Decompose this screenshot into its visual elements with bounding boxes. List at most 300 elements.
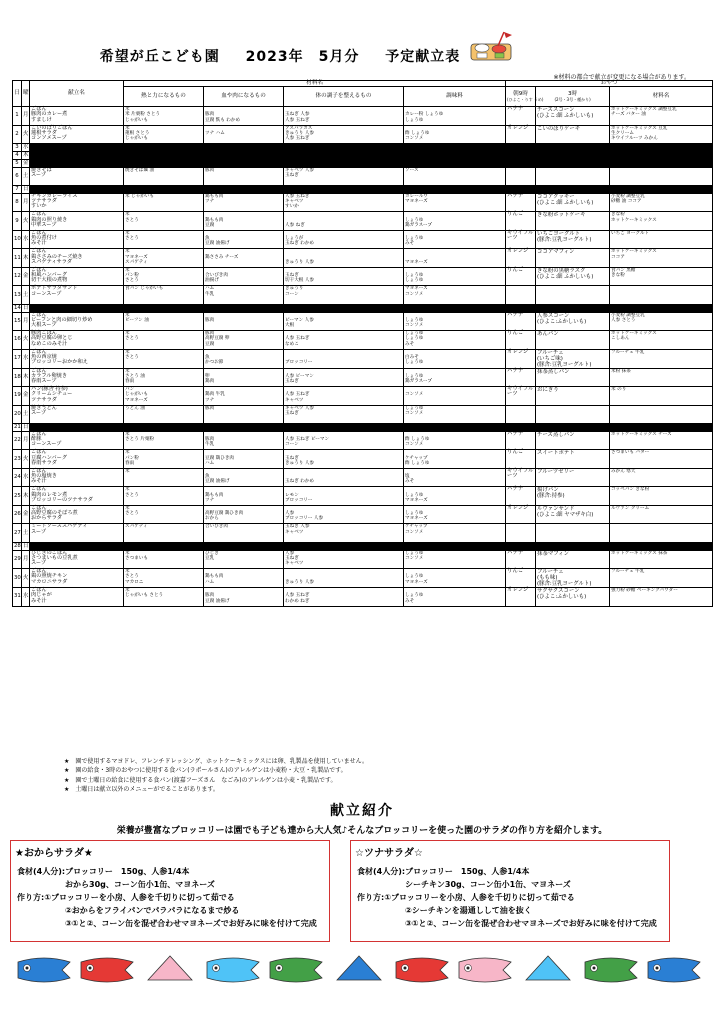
protein-ingredients: 魚 豆腐 油揚げ	[204, 468, 284, 487]
energy-ingredients: 食パン じゃがいも	[124, 286, 204, 305]
protein-ingredients: 豚肉 豆腐 麩も わかめ	[204, 107, 284, 126]
menu-row	[13, 569, 713, 588]
afternoon-snack: フルーツゼリー	[536, 468, 610, 487]
col-body: 体の調子を整えるもの	[284, 87, 404, 107]
snack-ingredients: ホットケーキミックス ココア	[610, 249, 713, 268]
day-number: 27	[13, 524, 22, 543]
change-note: ※材料の都合で献立が変更になる場合があります。	[553, 74, 690, 81]
morning-snack: りんご	[506, 331, 536, 350]
snack-ingredients: 食パン 黒糖 きな粉	[610, 267, 713, 286]
col-dow: 曜	[22, 81, 30, 107]
recipe-okara	[10, 840, 330, 942]
afternoon-snack: フルーチェ (いちご味) (豚舎:豆乳ヨーグルト)	[536, 349, 610, 368]
morning-snack: キウイフルーツ	[506, 387, 536, 406]
morning-snack: オレンジ	[506, 249, 536, 268]
weekday: 月	[22, 550, 30, 569]
vegetable-ingredients: ピーマン 人参 大根	[284, 312, 404, 331]
energy-ingredients: 米 蓮根 さとう じゃがいも	[124, 125, 204, 144]
weekday: 月	[22, 312, 30, 331]
dish-names: 焼きそば スープ	[30, 167, 124, 186]
menu-row	[13, 212, 713, 231]
menu-row	[13, 152, 713, 160]
energy-ingredients: 米 じゃがいも	[124, 193, 204, 212]
morning-snack: りんご	[506, 450, 536, 469]
menu-row	[13, 505, 713, 524]
morning-snack	[506, 167, 536, 186]
energy-ingredients: 米 さとう	[124, 331, 204, 350]
koinobori-icon	[585, 958, 637, 982]
weekday: 土	[22, 167, 30, 186]
snack-ingredients: みかん 寒天	[610, 468, 713, 487]
day-number: 2	[13, 125, 22, 144]
morning-snack: バナナ	[506, 550, 536, 569]
recipe-step: ③①と②、コーン缶を混ぜ合わせマヨネーズでお好みに味を付けて完成	[405, 919, 657, 928]
year-month: 2023年 5月分	[245, 49, 360, 65]
protein-ingredients: 卵 鶏肉	[204, 368, 284, 387]
seasonings: ケチャップ 酢 しょうゆ	[404, 450, 506, 469]
col-day: 日	[13, 81, 22, 107]
snack-ingredients: ホットケーキミックス 抹茶	[610, 550, 713, 569]
protein-ingredients: ハム 牛乳	[204, 286, 284, 305]
koinobori-icon	[648, 958, 700, 982]
morning-snack: キウイフルーツ	[506, 468, 536, 487]
vegetable-ingredients: 人参 玉ねぎ キャベツ	[284, 387, 404, 406]
seasonings: ケチャップ コンソメ	[404, 524, 506, 543]
lunch-tray-icon	[468, 28, 514, 64]
seasonings: しょうゆ 鶏ガラスープ	[404, 368, 506, 387]
snack-ingredients: ホットケーキミックス こしあん	[610, 331, 713, 350]
koinobori-icon	[81, 958, 133, 982]
menu-row	[13, 405, 713, 424]
snack-ingredients	[610, 405, 713, 424]
seasonings: 酢 しょうゆ コンソメ	[404, 431, 506, 450]
day-number: 10	[13, 230, 22, 249]
protein-ingredients: 高野豆腐 鶏ひき肉 おから	[204, 505, 284, 524]
afternoon-snack	[536, 405, 610, 424]
holiday-block	[30, 144, 713, 152]
protein-ingredients: 豚肉	[204, 405, 284, 424]
snack-ingredients: コッペパン きな粉	[610, 487, 713, 506]
recipe-ingredients: 食材(4人分):ブロッコリー 150g、人参1/4本	[357, 867, 530, 876]
dish-names: ごはん 酢豚 コーンスープ	[30, 431, 124, 450]
footnote: ★ 園で土曜日の給食に使用する食パン(渡嘉フーズさん なごみ)のアレルゲンは小麦・乳製品です。	[64, 776, 337, 784]
koinobori-icon	[207, 958, 259, 982]
snack-ingredients: 小麦粉 調整豆乳 砂糖 油 ココア	[610, 193, 713, 212]
kabuto-icon	[337, 956, 381, 980]
recipe-ingredients-cont: おから30g、コーン缶小1缶、マヨネーズ	[65, 880, 215, 889]
protein-ingredients: 鶏もも肉 ハム	[204, 569, 284, 588]
afternoon-snack	[536, 286, 610, 305]
recipe-step: ②シーチキンを湯通しして油を抜く	[405, 906, 532, 915]
protein-ingredients: ツナ ハム	[204, 125, 284, 144]
weekday: 木	[22, 249, 30, 268]
kabuto-icon	[526, 956, 570, 980]
weekday: 火	[22, 212, 30, 231]
menu-row	[13, 249, 713, 268]
day-number: 21	[14, 423, 21, 430]
menu-row	[13, 193, 713, 212]
afternoon-snack: チーズ蒸しパン	[536, 431, 610, 450]
menu-row	[13, 159, 713, 167]
weekday: 火	[22, 331, 30, 350]
vegetable-ingredients: 玉ねぎ 切干大根 人参	[284, 267, 404, 286]
dish-names: こいのぼりごはん 蓮根サラダ コンソメスープ	[30, 125, 124, 144]
protein-ingredients: 魚 豆腐 油揚げ	[204, 230, 284, 249]
energy-ingredients: 米 パン粉 さとう	[124, 267, 204, 286]
weekday: 火	[22, 125, 30, 144]
day-number: 22	[13, 431, 22, 450]
morning-snack: バナナ	[506, 431, 536, 450]
footnote: ★ 園の給食・3時のおやつに使用する食パン(ラポールさん)のアレルゲンは小麦粉・大豆・乳製品です。	[64, 767, 347, 775]
seasonings: しょうゆ みそ	[404, 230, 506, 249]
weekday: 金	[22, 505, 30, 524]
koinobori-icon	[270, 958, 322, 982]
day-number: 14	[14, 304, 21, 311]
vegetable-ingredients: 人参 玉ねぎ キャベツ	[284, 550, 404, 569]
col-snack-ingredients: 材料名	[610, 87, 713, 107]
energy-ingredients: 米 さとう	[124, 505, 204, 524]
protein-ingredients: 合いびき肉	[204, 524, 284, 543]
dish-names: ひじきのごはん さつまいもの豆乳煮 スープ	[30, 550, 124, 569]
weekday: 土	[22, 286, 30, 305]
morning-snack: りんご	[506, 569, 536, 588]
morning-snack: りんご	[506, 267, 536, 286]
menu-row	[13, 125, 713, 144]
protein-ingredients: 豚肉 牛乳	[204, 431, 284, 450]
holiday-block	[30, 424, 713, 432]
vegetable-ingredients: 人参 玉ねぎ キャベツ すいか	[284, 193, 404, 212]
afternoon-snack: 抹茶マフィン	[536, 550, 610, 569]
energy-ingredients: 米 米 片栗粉 さとう じゃがいも	[124, 107, 204, 126]
menu-row	[13, 267, 713, 286]
menu-row	[13, 550, 713, 569]
col-heat: 熱と力になるもの	[124, 87, 204, 107]
protein-ingredients: 鶏もも肉 豆腐	[204, 212, 284, 231]
day-number: 9	[13, 212, 22, 231]
energy-ingredients: 米 さとう 油 春雨	[124, 368, 204, 387]
weekday: 火	[22, 450, 30, 469]
koinobori-icon	[18, 958, 70, 982]
weekday: 日	[23, 185, 29, 192]
vegetable-ingredients: 人参 ねぎ	[284, 212, 404, 231]
recipe-tuna	[350, 840, 670, 942]
seasonings: マヨネーズ	[404, 249, 506, 268]
nursery-name: 希望が丘こども園	[99, 49, 220, 65]
dish-names: パン(豚舎 持参) クリームシチュー ツナサラダ	[30, 387, 124, 406]
day-number: 31	[13, 588, 22, 607]
dish-names: ごはん 和風ハンバーグ 切干大根の煮物	[30, 267, 124, 286]
seasonings: しょうゆ コンソメ	[404, 405, 506, 424]
morning-snack: バナナ	[506, 312, 536, 331]
afternoon-snack: おにぎり	[536, 387, 610, 406]
footnote: ★ 土曜日は献立以外のメニューがでることがあります。	[64, 786, 219, 794]
vegetable-ingredients: きゅうり 人参	[284, 249, 404, 268]
day-number: 11	[13, 249, 22, 268]
energy-ingredients: 米 さとう マカロニ	[124, 569, 204, 588]
col-season: 調味料	[404, 87, 506, 107]
snack-ingredients: 強力粉 砂糖 ベーキングパウダー	[610, 588, 713, 607]
day-number: 4	[13, 152, 22, 160]
holiday-block	[30, 152, 713, 160]
snack-ingredients: ホットケーキミックス 調整豆乳 チーズ バター 油	[610, 107, 713, 126]
day-number: 1	[13, 107, 22, 126]
koinobori-icon	[459, 958, 511, 982]
weekday: 日	[23, 304, 29, 311]
seasonings: 酢 しょうゆ コンソメ	[404, 125, 506, 144]
dish-names: ごはん 鶏肉の照り焼き 中華スープ	[30, 212, 124, 231]
afternoon-snack: こいのぼりケーキ	[536, 125, 610, 144]
afternoon-snack: きな粉ホットケーキ	[536, 212, 610, 231]
dish-names: ごはん 鶏肉のレモン煮 ブロッコリーのツナサラダ	[30, 487, 124, 506]
vegetable-ingredients: 人参 玉ねぎ ピーマン コーン	[284, 431, 404, 450]
weekday: 水	[22, 230, 30, 249]
recipe-step: ③①と②、コーン缶を混ぜ合わせマヨネーズでお好みに味を付けて完成	[65, 919, 317, 928]
holiday-block	[30, 186, 713, 194]
day-number: 12	[13, 267, 22, 286]
energy-ingredients: 米 さとう	[124, 212, 204, 231]
menu-table	[12, 80, 713, 607]
dish-names: ミートソーススパゲティ スープ	[30, 524, 124, 543]
afternoon-snack: 人参スコーン (ひよこ:ふかしいも)	[536, 312, 610, 331]
menu-row	[13, 107, 713, 126]
dish-names: チキンカレーライス ツナサラダ すいか	[30, 193, 124, 212]
dish-names: ごはん 魚の西京焼 ブロッコリーおかか和え	[30, 349, 124, 368]
day-number: 16	[13, 331, 22, 350]
morning-snack: バナナ	[506, 487, 536, 506]
afternoon-snack: フルーチェ (もも味) (豚舎:豆乳ヨーグルト)	[536, 569, 610, 588]
seasonings: しょうゆ マヨネーズ	[404, 505, 506, 524]
menu-row	[13, 312, 713, 331]
snack-ingredients: 小麦粉 調整豆乳 人参 さとう	[610, 312, 713, 331]
energy-ingredients: 米 さとう	[124, 230, 204, 249]
menu-row	[13, 542, 713, 550]
vegetable-ingredients: 玉ねぎ 人参 人参 玉ねぎ	[284, 107, 404, 126]
protein-ingredients: 鶏もも肉 ツナ	[204, 193, 284, 212]
vegetable-ingredients: キャベツ 人参 玉ねぎ	[284, 405, 404, 424]
recipe-ingredients: 食材(4人分):ブロッコリー 150g、人参1/4本	[17, 867, 190, 876]
menu-row	[13, 487, 713, 506]
seasonings: しょうゆ 鶏ガラスープ	[404, 212, 506, 231]
weekday: 月	[22, 107, 30, 126]
seasonings: しょうゆ コンソメ	[404, 550, 506, 569]
energy-ingredients: 米 さつまいも	[124, 550, 204, 569]
seasonings: カレー粉 しょうゆ しょうゆ	[404, 107, 506, 126]
protein-ingredients: 豚肉 豆腐 油揚げ	[204, 588, 284, 607]
recipe-step: 作り方:①ブロッコリーを小房、人参を千切りに切って茹でる	[357, 893, 575, 902]
vegetable-ingredients: キャベツ 人参 玉ねぎ	[284, 167, 404, 186]
afternoon-snack: 揚げパン (豚舎:持参)	[536, 487, 610, 506]
menu-row	[13, 230, 713, 249]
snack-ingredients	[610, 524, 713, 543]
weekday: 水	[22, 588, 30, 607]
dish-names: ごはん 鶏ささみのチーズ焼き スパゲティサラダ	[30, 249, 124, 268]
menu-row	[13, 144, 713, 152]
snack-ingredients: きな粉 ホットケーキミックス	[610, 212, 713, 231]
snack-ingredients: フルーチェ 牛乳	[610, 349, 713, 368]
seasonings: カレールウ マヨネーズ	[404, 193, 506, 212]
weekday: 金	[22, 387, 30, 406]
col-snack: おやつ	[506, 81, 713, 87]
protein-ingredients: 鶏ささみ チーズ	[204, 249, 284, 268]
menu-row	[13, 524, 713, 543]
afternoon-snack: ココアマフィン	[536, 249, 610, 268]
energy-ingredients: 米 さとう 片栗粉	[124, 431, 204, 450]
day-number: 23	[13, 450, 22, 469]
dish-names: ごはん 豆腐ハンバーグ 春雨サラダ	[30, 450, 124, 469]
afternoon-snack	[536, 524, 610, 543]
weekday: 水	[23, 144, 29, 150]
dish-names: ポテトサラダサンド コーンスープ	[30, 286, 124, 305]
seasonings: しょうゆ マヨネーズ	[404, 487, 506, 506]
morning-snack	[506, 405, 536, 424]
morning-snack: バナナ	[506, 107, 536, 126]
weekday: 水	[22, 468, 30, 487]
footnotes	[64, 757, 368, 795]
koinobori-border	[14, 950, 710, 990]
day-number: 20	[13, 405, 22, 424]
holiday-block	[30, 159, 713, 167]
dish-names: ごはん カラフル卵焼き 春雨スープ	[30, 368, 124, 387]
snack-ingredients: ホットケーキミックス チーズ	[610, 431, 713, 450]
snack-ingredients: 米粉 抹茶	[610, 368, 713, 387]
protein-ingredients: 鶏もも肉 ツナ	[204, 487, 284, 506]
morning-snack: オレンジ	[506, 349, 536, 368]
protein-ingredients: ひじき 豆乳	[204, 550, 284, 569]
dish-names: ごはん 魚の煮付け みそ汁	[30, 230, 124, 249]
protein-ingredients: 豚肉	[204, 167, 284, 186]
dish-names: 豚肉ごはん 高野豆腐の卵とじ なめこのみそ汁	[30, 331, 124, 350]
energy-ingredients: 米 さとう	[124, 349, 204, 368]
day-number: 30	[13, 569, 22, 588]
snack-ingredients: ルヴァン クリーム	[610, 505, 713, 524]
snack-ingredients	[610, 167, 713, 186]
morning-snack: オレンジ	[506, 125, 536, 144]
vegetable-ingredients: アスパラガス きゅうり 人参 人参 玉ねぎ	[284, 125, 404, 144]
protein-ingredients: 豆腐 鶏ひき肉 ハム	[204, 450, 284, 469]
menu-row	[13, 331, 713, 350]
recipe-title: ☆ツナサラダ☆	[355, 848, 423, 859]
afternoon-snack: サクサクスコーン (ひよこ:ふかしいも)	[536, 588, 610, 607]
menu-row	[13, 167, 713, 186]
vegetable-ingredients: 玉ねぎ わかめ	[284, 468, 404, 487]
energy-ingredients: 米 パン粉 春雨	[124, 450, 204, 469]
weekday: 日	[23, 423, 29, 430]
vegetable-ingredients: きゅうり コーン	[284, 286, 404, 305]
dish-names: ごはん 肉じゃが みそ汁	[30, 588, 124, 607]
protein-ingredients: 豚肉	[204, 312, 284, 331]
dish-names: ごはん 高野豆腐のそぼろ煮 おからサラダ	[30, 505, 124, 524]
day-number: 29	[13, 550, 22, 569]
energy-ingredients: うどん 油	[124, 405, 204, 424]
day-number: 15	[13, 312, 22, 331]
afternoon-snack: チーズスコーン (ひよこ:細 ふかしいも)	[536, 107, 610, 126]
day-number: 28	[14, 542, 21, 549]
col-ingredients: 材料名	[124, 81, 506, 87]
vegetable-ingredients: 玉ねぎ きゅうり 人参	[284, 450, 404, 469]
col-morning: 朝9時 (ひよこ・りす うめ)	[506, 87, 536, 107]
menu-title: 予定献立表	[385, 49, 461, 65]
day-number: 25	[13, 487, 22, 506]
day-number: 8	[13, 193, 22, 212]
afternoon-snack: ルヴァンサンド (ひよこ:細 ヤマザキ白)	[536, 505, 610, 524]
kabuto-icon	[148, 956, 192, 980]
vegetable-ingredients: 人参 ピーマン 玉ねぎ	[284, 368, 404, 387]
seasonings: しょうゆ みそ	[404, 588, 506, 607]
energy-ingredients: 米 ビーフン 油	[124, 312, 204, 331]
vegetable-ingredients: 人参 玉ねぎ なめこ	[284, 331, 404, 350]
vegetable-ingredients: 玉ねぎ 人参 キャベツ	[284, 524, 404, 543]
protein-ingredients: 合いびき肉 油揚げ	[204, 267, 284, 286]
menu-row	[13, 304, 713, 312]
intro-lead: 栄養が豊富なブロッコリーは園でも子ども達から大人気♪そんなブロッコリーを使った園のサラダの作り方を紹介します。	[116, 826, 608, 836]
afternoon-snack: 抹茶蒸しパン	[536, 368, 610, 387]
energy-ingredients: スパゲティ	[124, 524, 204, 543]
menu-row	[13, 468, 713, 487]
seasonings: コンソメ	[404, 387, 506, 406]
recipe-ingredients-cont: シーチキン30g、コーン缶小1缶、マヨネーズ	[405, 880, 571, 889]
snack-ingredients: フルーチェ 牛乳	[610, 569, 713, 588]
vegetable-ingredients: 人参 ブロッコリー 人参	[284, 505, 404, 524]
morning-snack: バナナ	[506, 368, 536, 387]
weekday: 土	[22, 405, 30, 424]
day-number: 6	[13, 167, 22, 186]
dish-names: ごはん ビーフンと肉の細切り炒め 大根スープ	[30, 312, 124, 331]
weekday: 金	[23, 159, 29, 166]
menu-row	[13, 424, 713, 432]
day-number: 19	[13, 387, 22, 406]
day-number: 26	[13, 505, 22, 524]
day-number: 24	[13, 468, 22, 487]
vegetable-ingredients: しょうが 玉ねぎ わかめ	[284, 230, 404, 249]
menu-rows	[13, 107, 713, 607]
morning-snack: バナナ	[506, 193, 536, 212]
seasonings: マヨネーズ コンソメ	[404, 286, 506, 305]
day-number: 13	[13, 286, 22, 305]
energy-ingredients: 米	[124, 468, 204, 487]
morning-snack: オレンジ	[506, 588, 536, 607]
vegetable-ingredients: ブロッコリー	[284, 349, 404, 368]
morning-snack	[506, 286, 536, 305]
snack-ingredients: ホットケーキミックス 豆乳 生クリーム キウイフルーツ みかん	[610, 125, 713, 144]
dish-names: 焼きうどん スープ	[30, 405, 124, 424]
holiday-block	[30, 304, 713, 312]
col-3pm: 3時 (2号・3号・種かり)	[536, 87, 610, 107]
energy-ingredients: 焼きそば麺 油	[124, 167, 204, 186]
seasonings: しょうゆ コンソメ	[404, 312, 506, 331]
snack-ingredients	[610, 286, 713, 305]
dish-names: ごはん 鶏の照焼チキン マカロニサラダ	[30, 569, 124, 588]
snack-ingredients: さつまいも バター	[610, 450, 713, 469]
day-number: 5	[13, 159, 22, 167]
day-number: 7	[13, 186, 22, 194]
menu-row	[13, 431, 713, 450]
weekday: 日	[23, 542, 29, 549]
menu-row	[13, 349, 713, 368]
afternoon-snack	[536, 167, 610, 186]
weekday: 水	[22, 349, 30, 368]
morning-snack: りんご	[506, 212, 536, 231]
afternoon-snack: ココアクッキー (ひよこ:細 ふかしいも)	[536, 193, 610, 212]
weekday: 木	[22, 487, 30, 506]
vegetable-ingredients: レモン ブロッコリー	[284, 487, 404, 506]
weekday: 月	[22, 193, 30, 212]
day-number: 17	[13, 349, 22, 368]
seasonings: しょうゆ マヨネーズ	[404, 569, 506, 588]
menu-row	[13, 368, 713, 387]
afternoon-snack: いちごヨーグルト (豚舎:豆乳ヨーグルト)	[536, 230, 610, 249]
vegetable-ingredients: 人参 玉ねぎ わかめ ねぎ	[284, 588, 404, 607]
weekday: 木	[23, 151, 29, 158]
